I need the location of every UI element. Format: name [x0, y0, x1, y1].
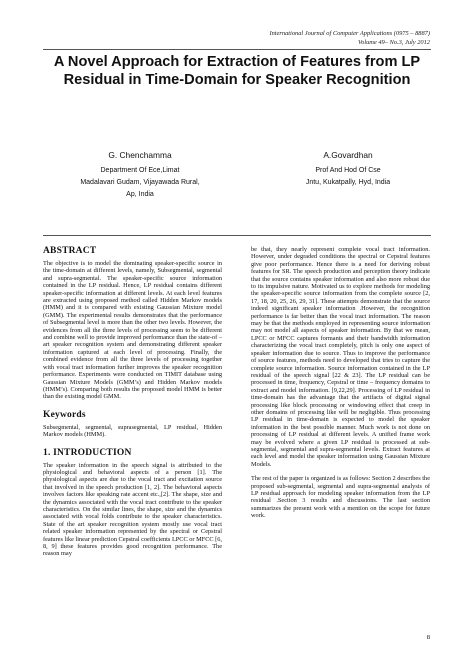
right-column: [251, 246, 430, 520]
left-column: [43, 246, 222, 558]
author-block-2: [288, 148, 408, 189]
body-paragraph: The rest of the paper is organized is as follows: Section 2 describes the proposed sub-segmental, segmental and supra-segmental analysis of LP residual approach for modeling speaker information from the LP residual .Section 3 results and discussions. The last section summarizes the present work with a mention on the scope for future work.: [251, 475, 430, 520]
author-address: Jntu, Kukatpally, Hyd, India: [305, 179, 391, 186]
abstract-text: The objective is to model the dominating speaker-specific source in the time-domain at different levels, namely, Subsegmental, segmental and supra-segmental. The speaker-specific source information contained in the LP residual. Hence, LP residual contains different speaker-specific information at different levels. At each level features are extracted using proposed method called Hidden Markov models (HMM) and it is compared with existing Gaussian Mixture model (GMM). The experimental results demonstrates that the performance of Subsegmental level is more than the other two levels. However, the evidences from all the three levels of processing seem to be different and combine well to provide improved performance than the state-of –art speaker recognition system and demonstrating different speaker information captured at each level of processing. Finally, the combined evidence from all the three levels of processing together with vocal tract information further improves the speaker recognition performance. Experiments were conducted on TIMIT database using Gaussian Mixture Models (GMM’s) and Hidden Markov models (HMM’s). Comparing both results the proposed model HMM is better than the existing model GMM.: [43, 260, 222, 401]
paper-title: A Novel Approach for Extraction of Features from LP Residual in Time-Domain for Speaker Recognition: [53, 54, 421, 88]
journal-header: [269, 29, 430, 47]
author-name: A.Govardhan: [323, 150, 373, 160]
introduction-heading: 1. INTRODUCTION: [43, 447, 132, 458]
author-name: G. Chenchamma: [108, 150, 172, 160]
author-affiliation: Department Of Ece,Limat: [100, 167, 180, 174]
keywords-heading: Keywords: [43, 409, 86, 420]
separator-rule: [43, 235, 431, 236]
author-affiliation: Prof And Hod Of Cse: [315, 167, 381, 174]
introduction-text: The speaker information in the speech signal is attributed to the physiological and behavioral aspects of a person [1]. The physiological aspects are due to the vocal tract and excitation source that involved in the speech production [1, 2]. The behavioral aspects involves factors like speaking rate accent etc.,[2]. The shape, size and the dynamics associated with the vocal tract contribute to the speaker characteristics. On the similar lines, the shape, size and the dynamics associated with vocal folds contribute to the speaker characteristics. State of the art speaker recognition system mostly use vocal tract related speaker information represented by the spectral or Cepstral features like linear prediction Cepstral coefficients LPCC or MFCC [6, 8, 9] these features provides good recognition performance. The reason may: [43, 461, 222, 558]
body-paragraph: be that, they nearly represent complete vocal tract information. However, under degraded conditions the spectral or Cepstral features give poor performance. Hence there is a need for deriving robust features for SR. The speech production and perception theory indicate that the source contains speaker information and also more robust due to its impulsive nature. Motivated us to explore methods for modeling the speaker-specific source information from the complete source [2, 17, 18, 20, 25, 26, 29, 31]. These attempts demonstrate that the source indeed significant speaker information .However, the recognition performance is far better than the vocal tract information. The reason may be that the methods employed in representing source information may not model all aspects of speaker information. By that we mean, LPCC or MFCC captures formants and their bandwidth information characterizing the vocal tract completely, pitch is only one aspect of speaker information due to source. Thus to improve the performance of source features, methods need to developed that tries to capture the complete source information. Source information contained in the LP residual of the speech signal [22 & 23]. The LP residual can be processed in time, frequency, Cepstral or time – frequency domains to extract and model information. [9,22,29]. Processing of LP residual in time-domain has the advantage that the artifacts of digital signal processing like block processing or windowing effect that creep in other domains of processing like will be negligible. Thus processing LP residual in time-domain is expected to model the speaker information in the best possible manner. Much work is not done on processing of LP residual at different levels. A unified frame work may be evolved where a given LP residual is processed at sub-segmental, segmental and supra-segmental levels. Extract features at each level and model the speaker information using Gaussian Mixture Models.: [251, 246, 430, 468]
journal-volume: Volume 49– No.3, July 2012: [357, 39, 430, 46]
keywords-text: Subsegmental, segmental, suprasegmental, LP residual, Hidden Markov models (HMM).: [43, 423, 222, 439]
abstract-heading: ABSTRACT: [43, 246, 97, 256]
page-number: 8: [426, 634, 430, 641]
author-address: Madalavari Gudam, Vijayawada Rural, Ap, India: [80, 179, 200, 198]
author-block-1: [78, 148, 202, 201]
header-rule: [43, 49, 431, 50]
journal-name: International Journal of Computer Applications (0975 – 8887): [269, 30, 430, 37]
